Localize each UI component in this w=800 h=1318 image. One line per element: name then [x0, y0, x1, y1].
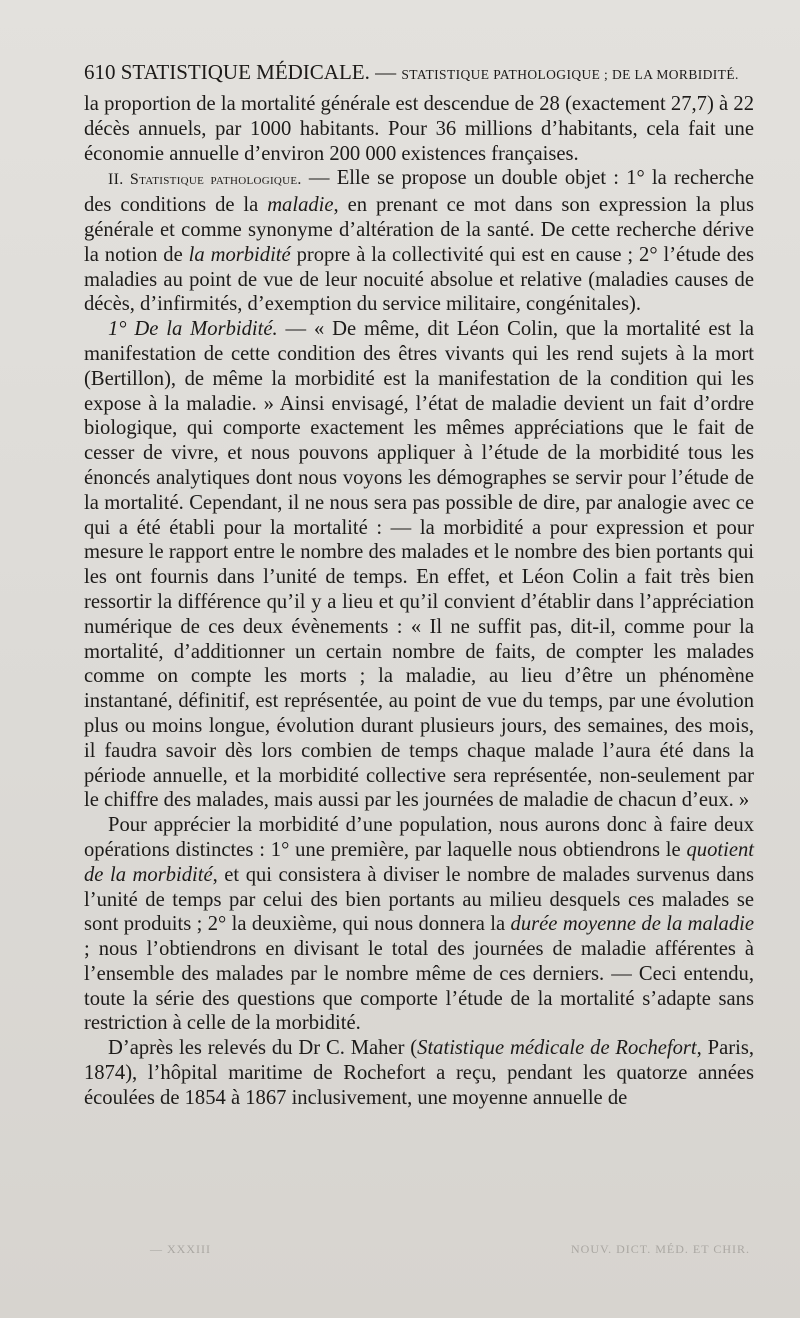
- paragraph-2-text-b: , en prenant ce mot dans son expression la plus générale et comme synonyme d’altération de la santé. De cette recherche dérive la notion de: [84, 194, 754, 266]
- header-subtitle: STATISTIQUE PATHOLOGIQUE ; DE LA MORBIDITÉ.: [401, 67, 739, 82]
- header-dash: —: [375, 60, 397, 84]
- subsection-heading-morbidite: 1° De la Morbidité.: [108, 318, 278, 341]
- footer-collection-title: NOUV. DICT. MÉD. ET CHIR.: [570, 1242, 750, 1256]
- paragraph-3-text: — « De même, dit Léon Colin, que la mortalité est la manifestation de cette condition des êtres vivants qui les rend sujets à la mort (Bertillon), de même la morbidité est la manifestation de la condition qui les expose à la maladie. » Ainsi envisagé, l’état de maladie devient un fait d’ordre biologique, qui comporte exactement les mêmes appréciations que le fait de cesser de vivre, et nous pouvons appliquer à l’étude de la morbidité tous les énoncés analytiques dont nous voyons les démographes se servir pour l’étude de la mortalité. Cependant, il ne nous sera pas possible de dire, par analogie avec ce qui a été établi pour la mortalité : — la morbidité a pour expression et pour mesure le rapport entre le nombre des malades et le nombre des bien portants qui les ont fournis dans l’unité de temps. En effet, et Léon Colin a fait très bien ressortir la différence qu’il y a lieu et qu’il convient d’établir dans l’appréciation numérique de ces deux évènements : « Il ne suffit pas, dit-il, comme pour la mortalité, d’additionner un certain nombre de faits, de compter les malades comme on compte les morts ; la maladie, au lieu d’être un phénomène instantané, définitif, est représentée, au point de vue du temps, par une évolution plus ou moins longue, évolution durant plusieurs jours, des semaines, des mois, il faudra savoir dès lors combien de temps chaque malade l’aura été dans la période annuelle, et la morbidité collective sera représentée, non-seulement par le chiffre des malades, mais aussi par les journées de maladie de chacun d’eux. »: [84, 318, 754, 812]
- paragraph-4: [84, 813, 754, 1036]
- paragraph-5: [84, 1036, 754, 1110]
- running-header: [84, 58, 754, 89]
- body-text: [84, 92, 754, 1111]
- paragraph-5-text-b: , Paris, 1874), l’hôpital maritime de Rochefort a reçu, pendant les quatorze années écoulées de 1854 à 1867 inclusivement, une moyenne annuelle de: [84, 1037, 754, 1109]
- paragraph-2: [84, 166, 754, 317]
- paragraph-5-text-a: D’après les relevés du Dr C. Maher (: [108, 1037, 418, 1060]
- paragraph-4-emphasis-duree: durée moyenne de la maladie: [510, 913, 754, 936]
- paragraph-4-text-a: Pour apprécier la morbidité d’une population, nous aurons donc à faire deux opérations distinctes : 1° une première, par laquelle nous obtiendrons le: [84, 814, 754, 861]
- paragraph-3: [84, 317, 754, 813]
- header-title: STATISTIQUE MÉDICALE.: [120, 60, 370, 84]
- paragraph-5-emphasis-title: Statistique médicale de Rochefort: [417, 1037, 697, 1060]
- footer-signature: — XXXIII: [150, 1242, 211, 1256]
- paragraph-2-emphasis-morbidite: la morbidité: [188, 243, 291, 266]
- page-number: 610: [84, 60, 116, 84]
- section-heading-statistique-pathologique: II. Statistique pathologique.: [108, 171, 302, 189]
- paragraph-4-text-b: , et qui consistera à diviser le nombre de malades survenus dans l’unité de temps par celui des bien portants au milieu desquels ces malades se sont produits ; 2° la deuxième, qui nous donnera la: [84, 863, 754, 936]
- paragraph-2-text-c: propre à la collectivité qui est en cause ; 2° l’étude des maladies au point de vue de leur nocuité absolue et relative (maladies causes de décès, d’infirmités, d’exemption du service militaire, congénitales).: [84, 243, 755, 316]
- paragraph-4-text-c: ; nous l’obtiendrons en divisant le total des journées de maladie afférentes à l’ensemble des malades par le nombre même de ces derniers. — Ceci entendu, toute la série des questions que comporte l’étude de la mortalité s’adapte sans restriction à celle de la morbidité.: [84, 938, 754, 1035]
- faded-footer: [150, 1242, 750, 1257]
- paragraph-1: la proportion de la mortalité générale est descendue de 28 (exactement 27,7) à 22 décès annuels, par 1000 habitants. Pour 36 millions d’habitants, cela fait une économie annuelle d’environ 200 000 existences françaises.: [84, 93, 754, 165]
- paragraph-2-emphasis-maladie: maladie: [267, 194, 334, 217]
- paragraph-2-text-a: — Elle se propose un double objet : 1° la recherche des conditions de la: [84, 167, 754, 217]
- paragraph-4-emphasis-quotient: quotient de la morbidité: [84, 838, 754, 886]
